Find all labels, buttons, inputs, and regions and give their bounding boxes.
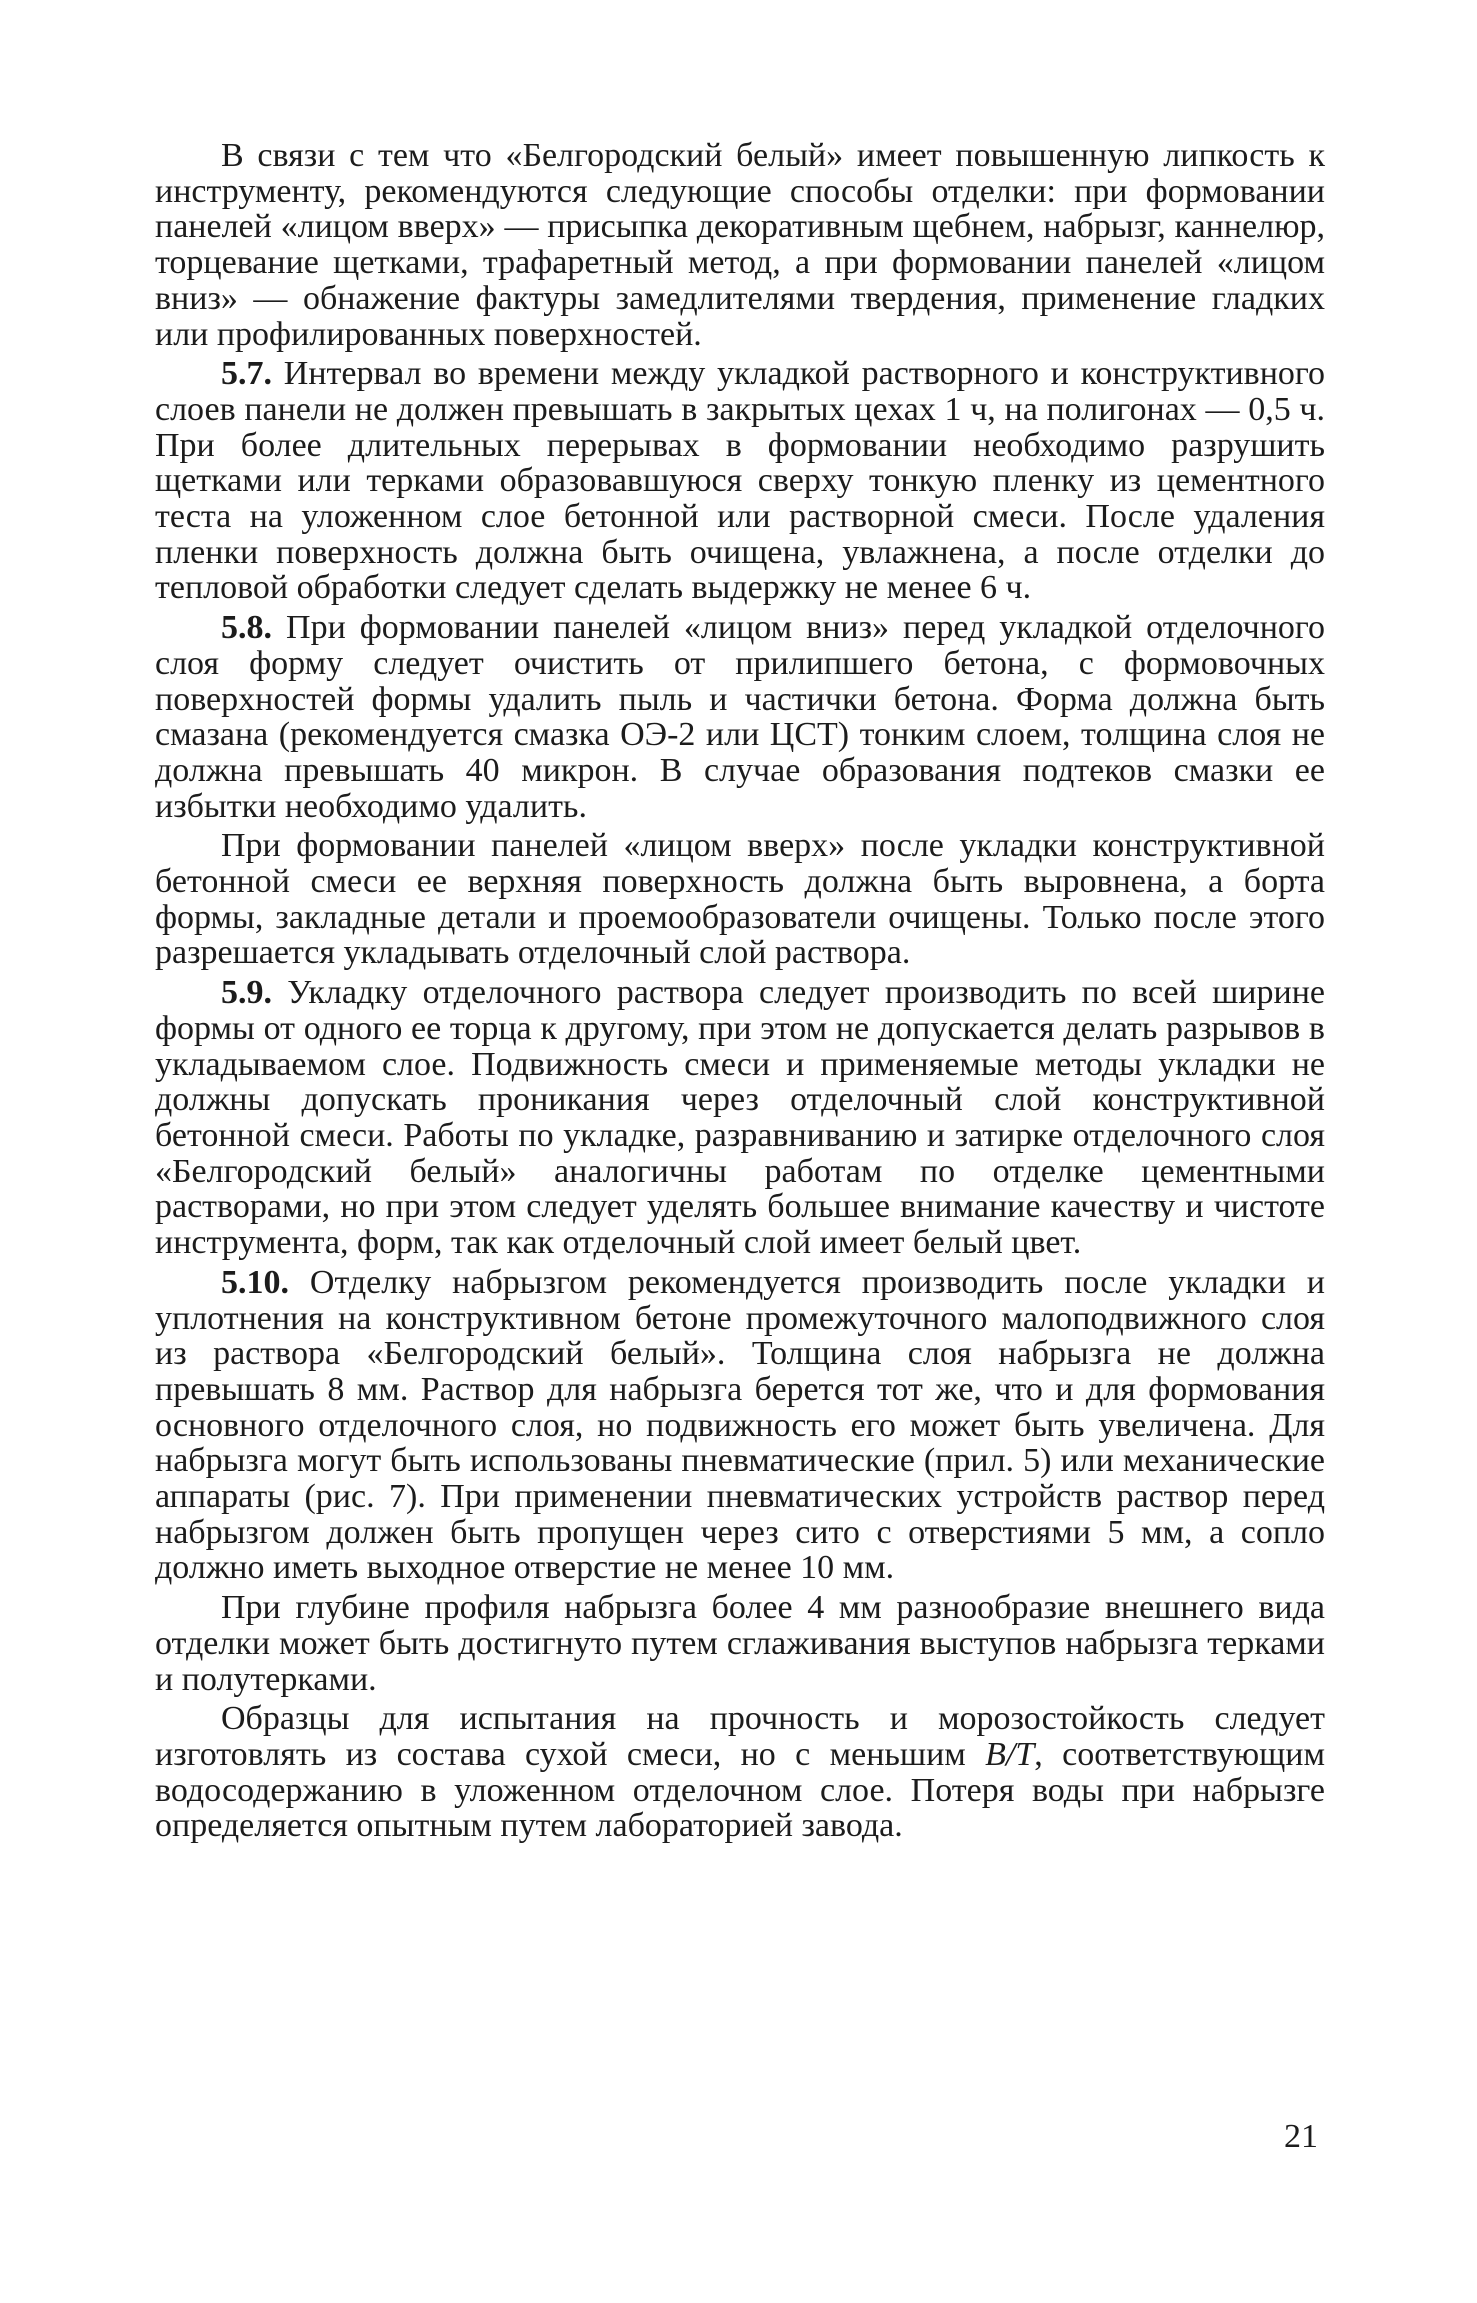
paragraph-5-8-continued [155, 828, 1325, 971]
paragraph-5-9 [155, 975, 1325, 1261]
section-number: 5.10. [221, 1263, 289, 1301]
paragraph-text: Отделку набрызгом рекомендуется производить после укладки и уплотнения на конструктивном бетоне промежуточного малоподвижного слоя из раствора «Белгородский белый». Толщина слоя набрызга не должна превышать 8 мм. Раствор для набрызга берется тот же, что и для формования основного отделочного слоя, но подвижность его может быть увеличена. Для набрызга могут быть использованы пневматические (прил. 5) или механические аппараты (рис. 7). При применении пневматических устройств раствор перед набрызгом должен быть пропущен через сито с отверстиями 5 мм, а сопло должно иметь выходное отверстие не менее 10 мм. [155, 1263, 1325, 1587]
section-number: 5.7. [221, 355, 272, 393]
section-number: 5.9. [221, 974, 272, 1012]
paragraph-5-10-continued [155, 1590, 1325, 1697]
paragraph-text: При формовании панелей «лицом вверх» после укладки конструктивной бетонной смеси ее верхняя поверхность должна быть выровнена, а борта формы, закладные детали и проемообразователи очищены. Только после этого разрешается укладывать отделочный слой раствора. [155, 827, 1325, 972]
page-body [155, 138, 1325, 1848]
paragraph-text: При формовании панелей «лицом вниз» перед укладкой отделочного слоя форму следует очистить от прилипшего бетона, с формовочных поверхностей формы удалить пыль и частички бетона. Форма должна быть смазана (рекомендуется смазка ОЭ-2 или ЦСТ) тонким слоем, толщина слоя не должна превышать 40 микрон. В случае образования подтеков смазки ее избытки необходимо удалить. [155, 609, 1325, 825]
paragraph-intro [155, 138, 1325, 352]
paragraph-5-10 [155, 1265, 1325, 1586]
section-number: 5.8. [221, 609, 272, 647]
paragraph-text: Укладку отделочного раствора следует производить по всей ширине формы от одного ее торца к другому, при этом не допускается делать разрывов в укладываемом слое. Подвижность смеси и применяемые методы укладки не должны допускать проникания через отделочный слой конструктивной бетонной смеси. Работы по укладке, разравниванию и затирке отделочного слоя «Белгородский белый» аналогичны работам по отделке цементными растворами, но при этом следует уделять большее внимание качеству и чистоте инструмента, форм, так как отделочный слой имеет белый цвет. [155, 974, 1325, 1262]
page-number: 21 [1284, 2118, 1318, 2155]
paragraph-text-after: , соответствующим водосодержанию в уложенном отделочном слое. Потеря воды при набрызге определяется опытным путем лабораторией завода. [155, 1735, 1325, 1845]
paragraph-5-8 [155, 610, 1325, 824]
paragraph-text: В связи с тем что «Белгородский белый» имеет повышенную липкость к инструменту, рекомендуются следующие способы отделки: при формовании панелей «лицом вверх» — присыпка декоративным щебнем, набрызг, каннелюр, торцевание щетками, трафаретный метод, а при формовании панелей «лицом вниз» — обнажение фактуры замедлителями твердения, применение гладких или профилированных поверхностей. [155, 137, 1325, 353]
water-cement-ratio: В/Т [985, 1735, 1035, 1773]
paragraph-text-before: Образцы для испытания на прочность и морозостойкость следует изготовлять из состава сухой смеси, но с меньшим [155, 1700, 1325, 1773]
paragraph-text: Интервал во времени между укладкой растворного и конструктивного слоев панели не должен превышать в закрытых цехах 1 ч, на полигонах — 0,5 ч. При более длительных перерывах в формовании необходимо разрушить щетками или терками образовавшуюся сверху тонкую пленку из цементного теста на уложенном слое бетонной или растворной смеси. После удаления пленки поверхность должна быть очищена, увлажнена, а после отделки до тепловой обработки следует сделать выдержку не менее 6 ч. [155, 355, 1325, 607]
paragraph-samples [155, 1701, 1325, 1844]
paragraph-text: При глубине профиля набрызга более 4 мм разнообразие внешнего вида отделки может быть достигнуто путем сглаживания выступов набрызга терками и полутерками. [155, 1589, 1325, 1698]
paragraph-5-7 [155, 356, 1325, 606]
